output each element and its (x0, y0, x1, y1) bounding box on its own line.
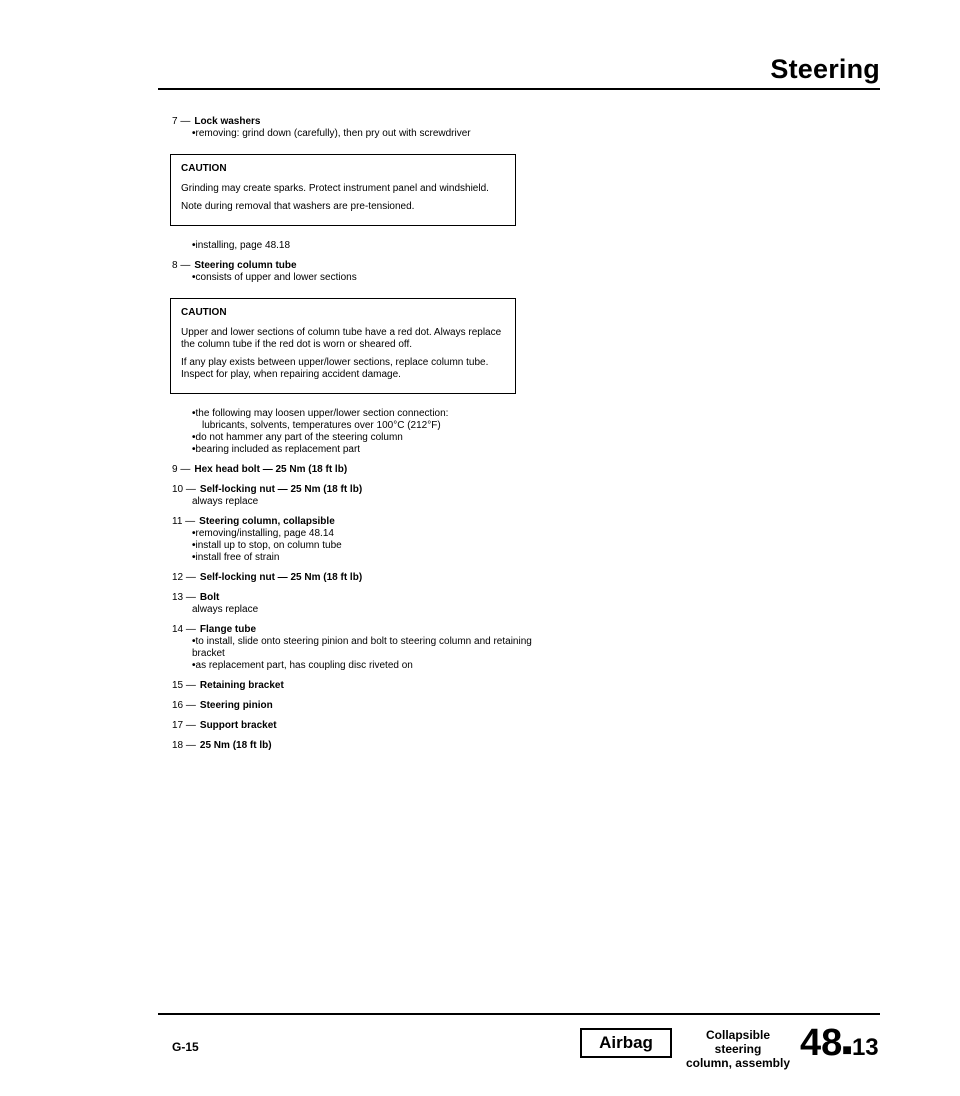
item-title: Steering column tube (194, 260, 297, 271)
item-bullet: • installing, page 48.18 (172, 240, 532, 252)
item-bullet: • removing/installing, page 48.14 (172, 528, 532, 540)
item-title: Bolt (199, 592, 220, 603)
section-title-line: column, assembly (685, 1056, 791, 1070)
caution-paragraph: If any play exists between upper/lower sections, replace column tube. Inspect for play, when repairing accident damage. (181, 357, 489, 380)
item-title: 25 Nm (18 ft lb) (199, 740, 272, 751)
item-title: Retaining bracket (199, 680, 284, 691)
page-code: G-15 (172, 1040, 199, 1054)
item-bullet: • do not hammer any part of the steering column (172, 432, 532, 444)
item-bullet: • removing: grind down (carefully), then pry out with screwdriver (172, 128, 532, 140)
footer-divider (158, 1013, 880, 1015)
caution-paragraph: Upper and lower sections of column tube have a red dot. Always replace the column tube if the red dot is worn or sheared off. (181, 327, 502, 350)
item-bullet: • to install, slide onto steering pinion and bolt to steering column and retaining bracket (172, 636, 532, 660)
item-bullet: • install up to stop, on column tube (172, 540, 532, 552)
item-number: 14 — (172, 624, 196, 635)
item-bullet: • the following may loosen upper/lower section connection: (172, 408, 532, 420)
item-10 (172, 484, 532, 508)
section-title-line: Collapsible steering (705, 1028, 770, 1056)
item-bullet: • as replacement part, has coupling disc riveted on (172, 660, 532, 672)
item-bullet: • install free of strain (172, 552, 532, 564)
header-divider (158, 88, 880, 90)
item-13 (172, 592, 532, 616)
item-7-installing (172, 240, 532, 252)
item-15 (172, 680, 532, 692)
item-title: Steering column, collapsible (199, 516, 335, 527)
item-number: 7 — (172, 116, 191, 127)
caution-paragraph: Grinding may create sparks. Protect instrument panel and windshield. (181, 183, 489, 194)
item-number: 13 — (172, 592, 196, 603)
item-17 (172, 720, 532, 732)
item-note: always replace (192, 604, 259, 615)
item-number: 16 — (172, 700, 196, 711)
item-bullet: • consists of upper and lower sections (172, 272, 532, 284)
parts-list (172, 116, 532, 760)
page-number-page: 13 (851, 1034, 879, 1061)
item-7 (172, 116, 532, 140)
item-14 (172, 624, 532, 672)
item-16 (172, 700, 532, 712)
item-number: 18 — (172, 740, 196, 751)
item-title: Hex head bolt — 25 Nm (18 ft lb) (194, 464, 348, 475)
item-title: Support bracket (199, 720, 277, 731)
item-8-notes (172, 408, 532, 456)
section-title (682, 1028, 794, 1070)
item-bullet: • bearing included as replacement part (172, 444, 532, 456)
item-number: 9 — (172, 464, 191, 475)
item-bullet-continuation: lubricants, solvents, temperatures over 100°C (212°F) (202, 420, 441, 431)
item-number: 12 — (172, 572, 196, 583)
item-8 (172, 260, 532, 284)
item-title: Flange tube (199, 624, 257, 635)
page-number-group: 48 (800, 1022, 843, 1064)
item-number: 10 — (172, 484, 196, 495)
item-18 (172, 740, 532, 752)
airbag-label-box: Airbag (580, 1028, 672, 1058)
item-title: Steering pinion (199, 700, 273, 711)
item-title: Lock washers (194, 116, 261, 127)
page-number (800, 1024, 879, 1062)
item-12 (172, 572, 532, 584)
item-note: always replace (192, 496, 259, 507)
item-title: Self-locking nut — 25 Nm (18 ft lb) (199, 572, 363, 583)
item-number: 11 — (172, 516, 196, 527)
item-number: 8 — (172, 260, 191, 271)
caution-box-column-tube (170, 298, 516, 394)
item-9 (172, 464, 532, 476)
caution-title: CAUTION (181, 307, 227, 318)
caution-box-lock-washers (170, 154, 516, 226)
item-number: 17 — (172, 720, 196, 731)
caution-paragraph: Note during removal that washers are pre-tensioned. (181, 201, 415, 212)
item-number: 15 — (172, 680, 196, 691)
page-number-separator: ■ (842, 1042, 852, 1059)
item-11 (172, 516, 532, 564)
caution-title: CAUTION (181, 163, 227, 174)
page-header-title: Steering (770, 54, 880, 84)
item-title: Self-locking nut — 25 Nm (18 ft lb) (199, 484, 363, 495)
